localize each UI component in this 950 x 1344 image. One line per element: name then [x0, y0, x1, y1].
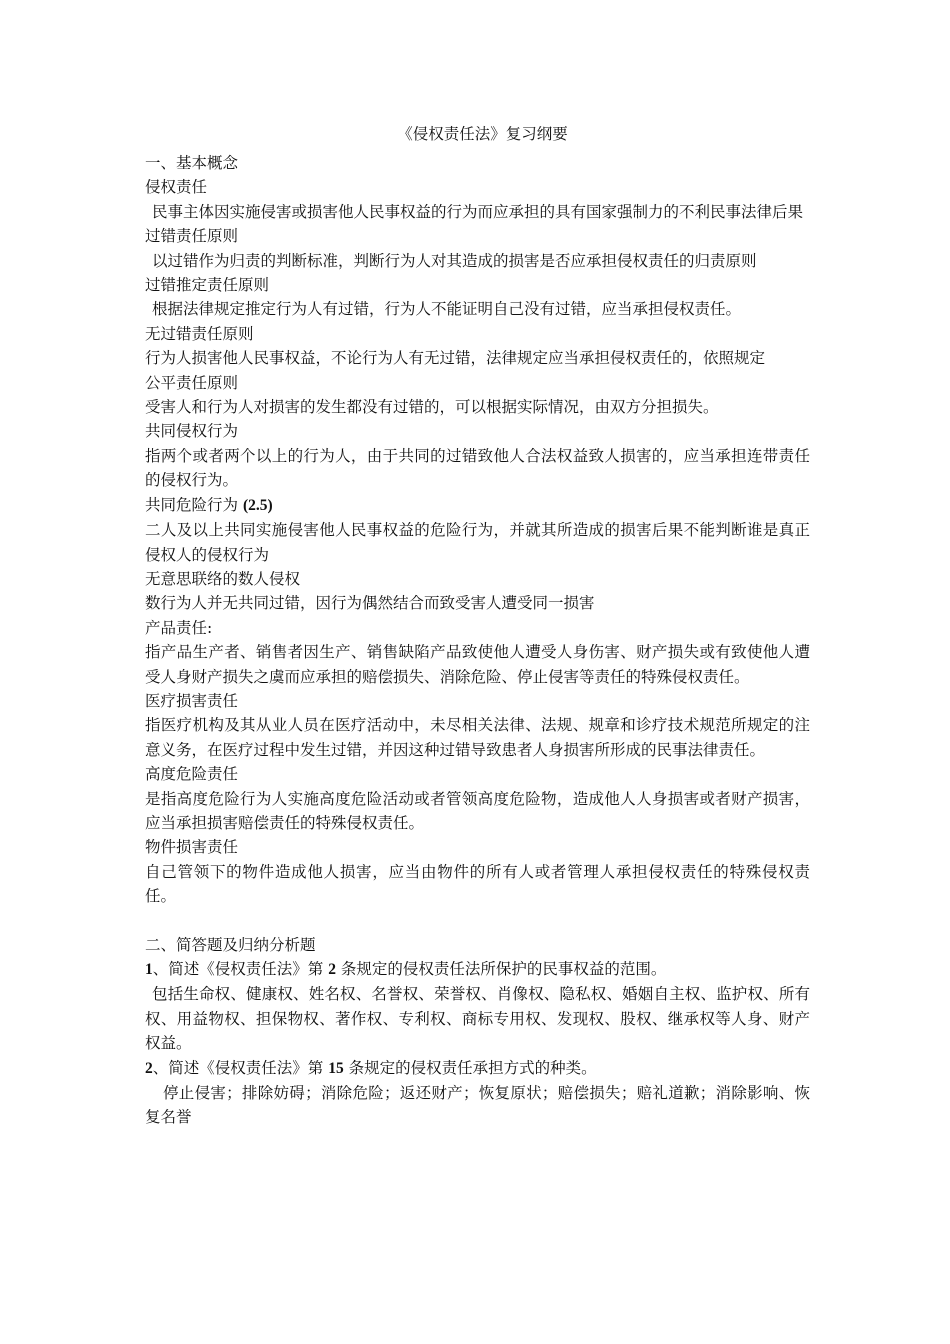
term-title — [145, 493, 810, 518]
term-title: 无过错责任原则 — [145, 324, 254, 343]
term-definition: 指两个或者两个以上的行为人，由于共同的过错致他人合法权益致人损害的，应当承担连带责任的侵权行为。 — [145, 446, 810, 490]
term-definition: 根据法律规定推定行为人有过错，行为人不能证明自己没有过错，应当承担侵权责任。 — [152, 300, 742, 319]
document-body — [145, 120, 810, 1130]
question-text: 条规定的侵权责任承担方式的种类。 — [348, 1058, 597, 1077]
term-definition: 行为人损害他人民事权益，不论行为人有无过错，法律规定应当承担侵权责任的，依照规定 — [145, 349, 766, 368]
term-title-text: 共同危险行为 — [145, 495, 239, 514]
question-1 — [145, 957, 810, 982]
term-title: 共同侵权行为 — [145, 422, 239, 441]
answer-2: 停止侵害；排除妨碍；消除危险；返还财产；恢复原状；赔偿损失；赔礼道歉；消除影响、恢复名誉 — [145, 1084, 810, 1127]
term-title: 高度危险责任 — [145, 765, 239, 784]
term-title-number: (2.5) — [242, 496, 273, 514]
term-title: 无意思联络的数人侵权 — [145, 569, 301, 588]
answer-1: 包括生命权、健康权、姓名权、名誉权、荣誉权、肖像权、隐私权、婚姻自主权、监护权、所有权、用益物权、担保物权、著作权、专利权、商标专用权、发现权、股权、继承权等人身、财产权益。 — [145, 985, 810, 1053]
question-number: 2 — [145, 1059, 153, 1077]
term-title: 物件损害责任 — [145, 838, 239, 857]
term-title: 过错责任原则 — [145, 227, 239, 246]
term-title: 过错推定责任原则 — [145, 276, 270, 295]
question-2 — [145, 1056, 810, 1081]
article-number: 2 — [328, 961, 336, 978]
term-definition: 二人及以上共同实施侵害他人民事权益的危险行为，并就其所造成的损害后果不能判断谁是真正侵权人的侵权行为 — [145, 521, 810, 564]
article-number: 15 — [328, 1059, 344, 1077]
term-definition: 民事主体因实施侵害或损害他人民事权益的行为而应承担的具有国家强制力的不利民事法律后果 — [152, 202, 804, 221]
term-title: 侵权责任 — [145, 178, 208, 197]
question-number: 1 — [145, 961, 153, 978]
term-definition: 自己管领下的物件造成他人损害，应当由物件的所有人或者管理人承担侵权责任的特殊侵权责任。 — [145, 862, 810, 906]
section-heading-concepts: 一、基本概念 — [145, 154, 239, 172]
question-text: 、简述《侵权责任法》第 — [152, 1058, 324, 1077]
term-definition: 指产品生产者、销售者因生产、销售缺陷产品致使他人遭受人身伤害、财产损失或有致使他人遭受人身财产损失之虞而应承担的赔偿损失、消除危险、停止侵害等责任的特殊侵权责任。 — [145, 643, 810, 686]
term-definition: 是指高度危险行为人实施高度危险活动或者管领高度危险物，造成他人人身损害或者财产损害，应当承担损害赔偿责任的特殊侵权责任。 — [145, 789, 810, 832]
term-title: 产品责任: — [145, 618, 213, 637]
term-definition: 指医疗机构及其从业人员在医疗活动中，未尽相关法律、法规、规章和诊疗技术规范所规定的注意义务，在医疗过程中发生过错，并因这种过错导致患者人身损害所形成的民事法律责任。 — [145, 716, 810, 759]
term-definition: 受害人和行为人对损害的发生都没有过错的，可以根据实际情况，由双方分担损失。 — [145, 398, 719, 417]
section-heading-questions: 二、简答题及归纳分析题 — [145, 935, 316, 954]
term-title: 公平责任原则 — [145, 373, 239, 392]
blank-line — [145, 909, 810, 933]
question-text: 条规定的侵权责任法所保护的民事权益的范围。 — [340, 960, 667, 978]
term-definition: 数行为人并无共同过错，因行为偶然结合而致受害人遭受同一损害 — [145, 594, 595, 613]
term-definition: 以过错作为归责的判断标准，判断行为人对其造成的损害是否应承担侵权责任的归责原则 — [152, 251, 757, 270]
document-title: 《侵权责任法》复习纲要 — [397, 125, 568, 143]
term-title: 医疗损害责任 — [145, 691, 239, 710]
question-text: 、简述《侵权责任法》第 — [152, 960, 324, 978]
